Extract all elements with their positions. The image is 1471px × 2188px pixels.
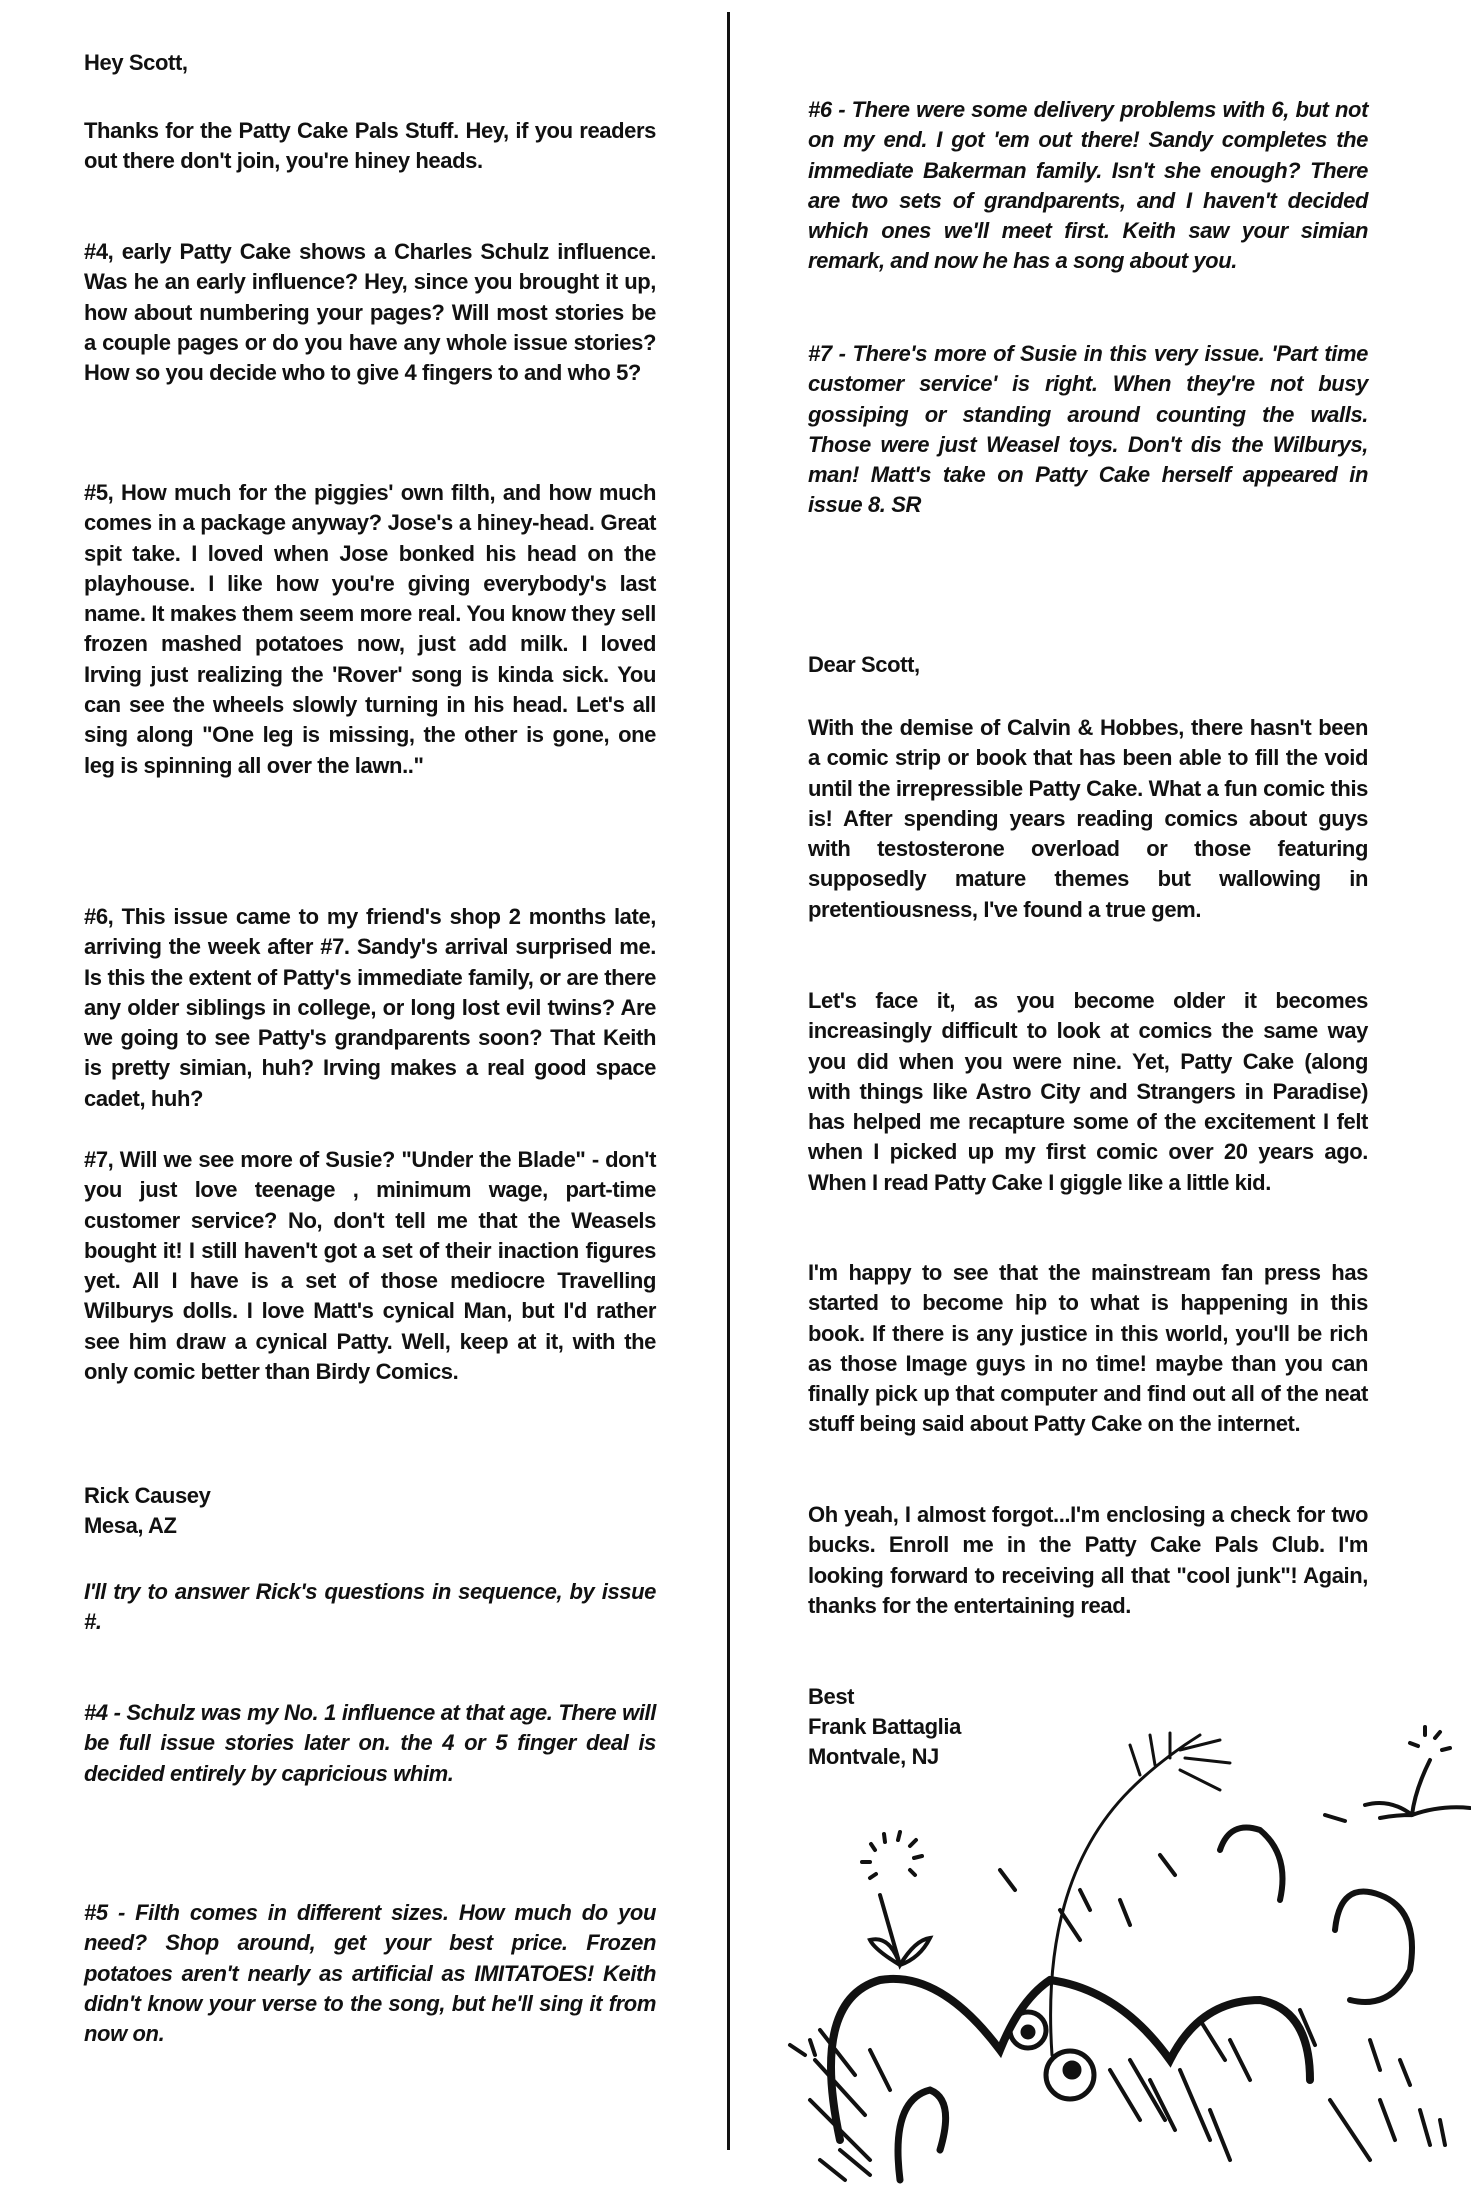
cartoon-illustration <box>780 1680 1471 2188</box>
reply-answer: #7 - There's more of Susie in this very issue. 'Part time customer service' is right. When they're not busy gossiping or standing around counting the walls. Those were just Weasel toys. Don't dis the Wilburys, man! Matt's take on Patty Cake herself appeared in issue 8. SR <box>808 341 1368 518</box>
reply-answer: #6 - There were some delivery problems with 6, but not on my end. I got 'em out there! Sandy completes the immediate Bakerman family. Isn't she enough? There are two sets of grandparents, and I haven't decided which ones we'll meet first. Keith saw your simian remark, and now he has a song about you. <box>808 97 1368 274</box>
column-divider <box>727 12 730 2150</box>
reply-answer: #4 - Schulz was my No. 1 influence at that age. There will be full issue stories later on. the 4 or 5 finger deal is decided entirely by capricious whim. <box>84 1700 656 1786</box>
letter2-greeting: Dear Scott, <box>808 652 920 677</box>
letter1-paragraph: #7, Will we see more of Susie? "Under the Blade" - don't you just love teenage , minimum wage, part-time customer service? No, don't tell me that the Weasels bought it! I still haven't got a set of their inaction figures yet. All I have is a set of those mediocre Travelling Wilburys dolls. I love Matt's cynical Man, but I'd rather see him draw a cynical Patty. Well, keep at it, with the only comic better than Birdy Comics. <box>84 1147 656 1385</box>
letter2-signature-place: Montvale, NJ <box>808 1744 939 1769</box>
letter1-signature-name: Rick Causey <box>84 1483 211 1508</box>
letter2-signature-name: Frank Battaglia <box>808 1714 961 1739</box>
letter2-paragraph: Oh yeah, I almost forgot...I'm enclosing a check for two bucks. Enroll me in the Patty Cake Pals Club. I'm looking forward to receiving all that "cool junk"! Again, thanks for the entertaining read. <box>808 1502 1368 1618</box>
reply-answer: #5 - Filth comes in different sizes. How much do you need? Shop around, get your best price. Frozen potatoes aren't nearly as artificial as IMITATOES! Keith didn't know your verse to the song, but he'll sing it from now on. <box>84 1900 656 2047</box>
letter1-paragraph: #5, How much for the piggies' own filth, and how much comes in a package anyway? Jose's a hiney-head. Great spit take. I loved when Jose bonked his head on the playhouse. I like how you're giving everybody's last name. It makes them seem more real. You know they sell frozen mashed potatoes now, just add milk. I loved Irving just realizing the 'Rover' song is kinda sick. You can see the wheels slowly turning in his head. Let's all sing along "One leg is missing, the other is gone, one leg is spinning all over the lawn.." <box>84 480 656 778</box>
letter1-paragraph: #6, This issue came to my friend's shop 2 months late, arriving the week after #7. Sandy's arrival surprised me. Is this the extent of Patty's immediate family, or are there any older siblings in college, or long lost evil twins? Are we going to see Patty's grandparents soon? That Keith is pretty simian, huh? Irving makes a real good space cadet, huh? <box>84 904 656 1111</box>
letter1-greeting: Hey Scott, <box>84 50 188 75</box>
letter1-paragraph: Thanks for the Patty Cake Pals Stuff. Hey, if you readers out there don't join, you're hiney heads. <box>84 118 656 174</box>
letter2-closing: Best <box>808 1684 855 1709</box>
letter1-paragraph: #4, early Patty Cake shows a Charles Schulz influence. Was he an early influence? Hey, since you brought it up, how about numbering your pages? Will most stories be a couple pages or do you have any whole issue stories? How so you decide who to give 4 fingers to and who 5? <box>84 239 656 386</box>
letter1-signature-place: Mesa, AZ <box>84 1513 177 1538</box>
reply-intro: I'll try to answer Rick's questions in sequence, by issue #. <box>84 1579 656 1635</box>
flower-icon <box>862 1832 930 1965</box>
letter2-paragraph: Let's face it, as you become older it becomes increasingly difficult to look at comics the same way you did when you were nine. Yet, Patty Cake (along with things like Astro City and Strangers in Paradise) has helped me recapture some of the excitement I felt when I picked up my first comic over 20 years ago. When I read Patty Cake I giggle like a little kid. <box>808 988 1368 1195</box>
letter2-paragraph: I'm happy to see that the mainstream fan press has started to become hip to what is happening in this book. If there is any justice in this world, you'll be rich as those Image guys in no time! maybe than you can finally pick up that computer and find out all of the neat stuff being said about Patty Cake on the internet. <box>808 1260 1368 1437</box>
letter2-paragraph: With the demise of Calvin & Hobbes, there hasn't been a comic strip or book that has been able to fill the void until the irrepressible Patty Cake. What a fun comic this is! After spending years reading comics about guys with testosterone overload or those featuring supposedly mature themes but wallowing in pretentiousness, I've found a true gem. <box>808 715 1368 922</box>
flower-icon <box>1325 1727 1470 1821</box>
